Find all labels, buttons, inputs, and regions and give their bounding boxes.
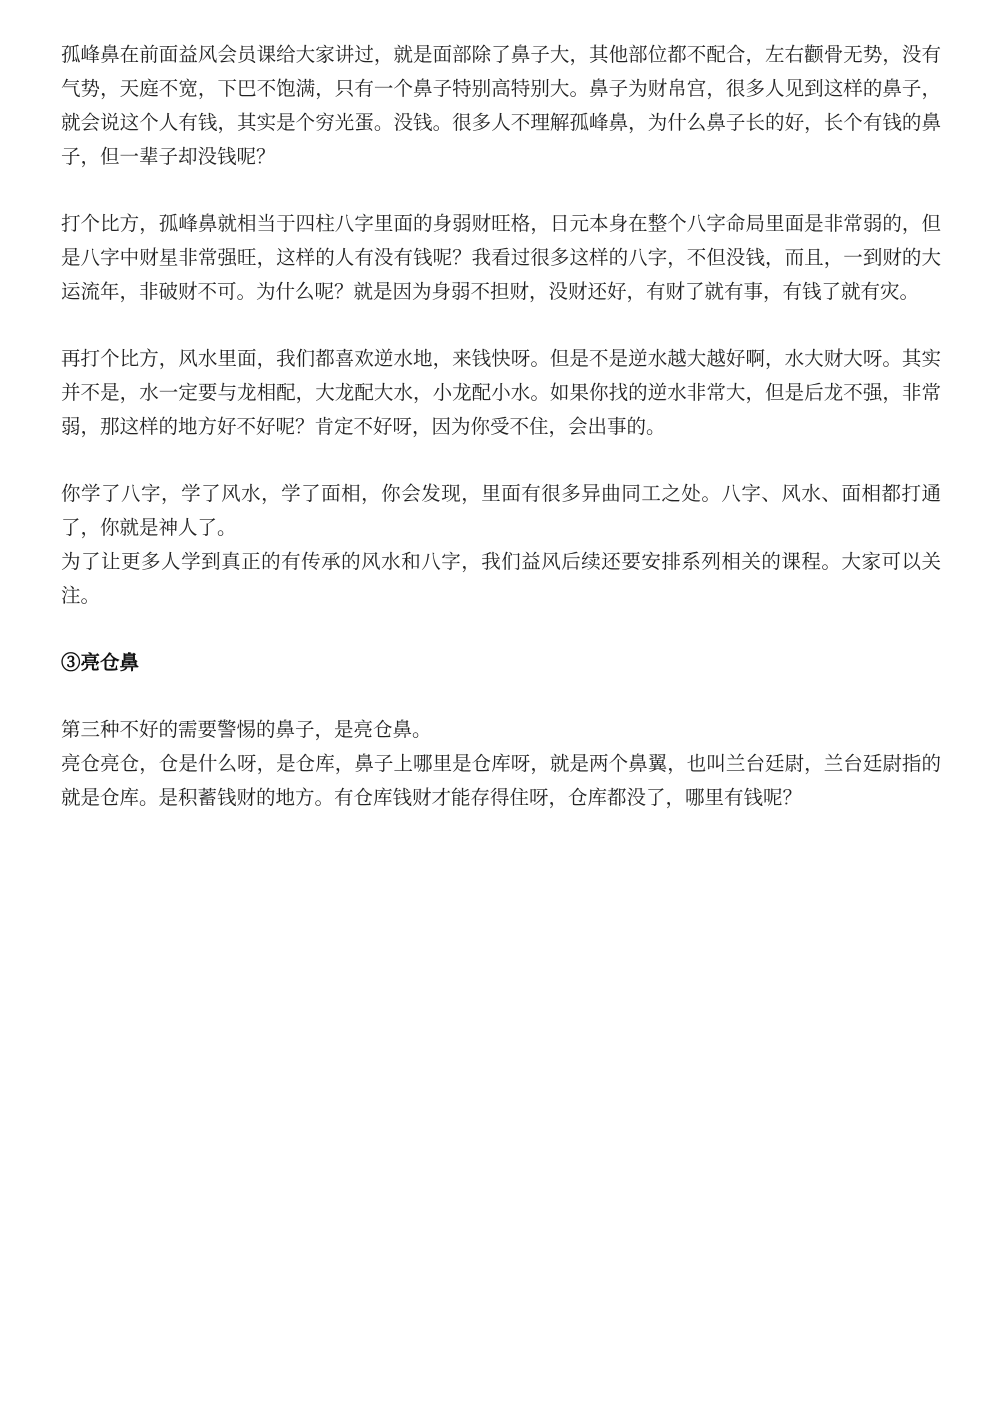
document-page [61, 38, 941, 848]
paragraph: 再打个比方，风水里面，我们都喜欢逆水地，来钱快呀。但是不是逆水越大越好啊，水大财大呀。其实并不是，水一定要与龙相配，大龙配大水，小龙配小水。如果你找的逆水非常大，但是后龙不强，非常弱，那这样的地方好不好呢？肯定不好呀，因为你受不住，会出事的。 [61, 347, 941, 438]
paragraph: 孤峰鼻在前面益风会员课给大家讲过，就是面部除了鼻子大，其他部位都不配合，左右颧骨无势，没有气势，天庭不宽，下巴不饱满，只有一个鼻子特别高特别大。鼻子为财帛宫，很多人见到这样的鼻子，就会说这个人有钱，其实是个穷光蛋。没钱。很多人不理解孤峰鼻，为什么鼻子长的好，长个有钱的鼻子，但一辈子却没钱呢？ [61, 43, 941, 168]
paragraph: 你学了八字，学了风水，学了面相，你会发现，里面有很多异曲同工之处。八字、风水、面相都打通了，你就是神人了。 [61, 482, 941, 539]
paragraph: 为了让更多人学到真正的有传承的风水和八字，我们益风后续还要安排系列相关的课程。大家可以关注。 [61, 550, 941, 607]
paragraph: 打个比方，孤峰鼻就相当于四柱八字里面的身弱财旺格，日元本身在整个八字命局里面是非常弱的，但是八字中财星非常强旺，这样的人有没有钱呢？我看过很多这样的八字，不但没钱，而且，一到财的大运流年，非破财不可。为什么呢？就是因为身弱不担财，没财还好，有财了就有事，有钱了就有灾。 [61, 212, 941, 303]
paragraph: 亮仓亮仓，仓是什么呀，是仓库，鼻子上哪里是仓库呀，就是两个鼻翼，也叫兰台廷尉，兰台廷尉指的就是仓库。是积蓄钱财的地方。有仓库钱财才能存得住呀，仓库都没了，哪里有钱呢？ [61, 752, 941, 809]
paragraph: 第三种不好的需要警惕的鼻子，是亮仓鼻。 [61, 718, 432, 741]
section-heading: ③亮仓鼻 [61, 651, 140, 674]
